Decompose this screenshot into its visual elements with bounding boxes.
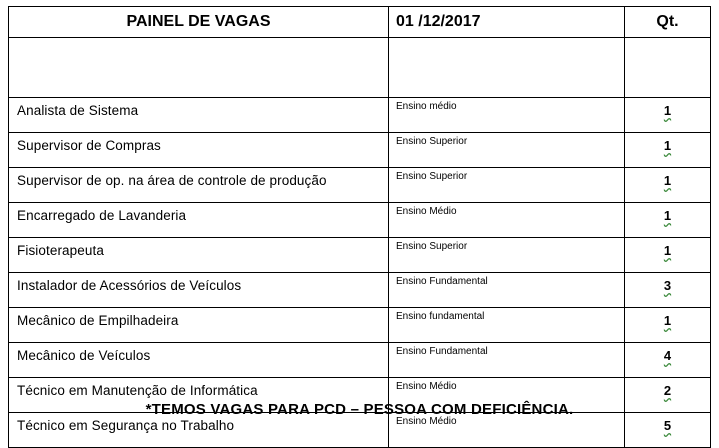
board-date: 01 /12/2017	[389, 7, 625, 38]
job-title: Fisioterapeuta	[9, 238, 389, 273]
education-level: Ensino Superior	[389, 238, 625, 273]
education-level: Ensino fundamental	[389, 308, 625, 343]
job-title: Instalador de Acessórios de Veículos	[9, 273, 389, 308]
vacancy-count: 1	[625, 98, 711, 133]
vacancy-count: 3	[625, 273, 711, 308]
education-level: Ensino Médio	[389, 378, 625, 413]
job-title: Técnico em Manutenção de Informática	[9, 378, 389, 413]
vacancy-count: 1	[625, 203, 711, 238]
vacancy-count: 1	[625, 133, 711, 168]
table-row	[9, 98, 711, 133]
job-title: Supervisor de Compras	[9, 133, 389, 168]
table-row	[9, 133, 711, 168]
table-row	[9, 343, 711, 378]
vacancy-count: 1	[625, 238, 711, 273]
table-row	[9, 308, 711, 343]
job-title: Mecânico de Empilhadeira	[9, 308, 389, 343]
empty-cell	[625, 38, 711, 98]
vacancy-count: 2	[625, 378, 711, 413]
table-row	[9, 238, 711, 273]
empty-cell	[389, 38, 625, 98]
job-title: Supervisor de op. na área de controle de produção	[9, 168, 389, 203]
vacancy-count: 5	[625, 413, 711, 448]
education-level: Ensino Médio	[389, 203, 625, 238]
job-title: Técnico em Segurança no Trabalho	[9, 413, 389, 448]
education-level: Ensino médio	[389, 98, 625, 133]
job-title: Encarregado de Lavanderia	[9, 203, 389, 238]
pcd-footer-note: *TEMOS VAGAS PARA PCD – PESSOA COM DEFICIÊNCIA.	[145, 401, 574, 418]
board-title: PAINEL DE VAGAS	[9, 7, 389, 38]
table-row	[9, 273, 711, 308]
quantity-header: Qt.	[625, 7, 711, 38]
vacancy-count: 4	[625, 343, 711, 378]
vacancy-count: 1	[625, 168, 711, 203]
job-board-table	[8, 6, 711, 448]
empty-row	[9, 38, 711, 98]
education-level: Ensino Fundamental	[389, 343, 625, 378]
education-level: Ensino Superior	[389, 168, 625, 203]
education-level: Ensino Fundamental	[389, 273, 625, 308]
table-row	[9, 203, 711, 238]
job-title: Mecânico de Veículos	[9, 343, 389, 378]
job-title: Analista de Sistema	[9, 98, 389, 133]
empty-cell	[9, 38, 389, 98]
vacancy-count: 1	[625, 308, 711, 343]
table-header-row	[9, 7, 711, 38]
education-level: Ensino Médio	[389, 413, 625, 448]
table-row	[9, 168, 711, 203]
education-level: Ensino Superior	[389, 133, 625, 168]
